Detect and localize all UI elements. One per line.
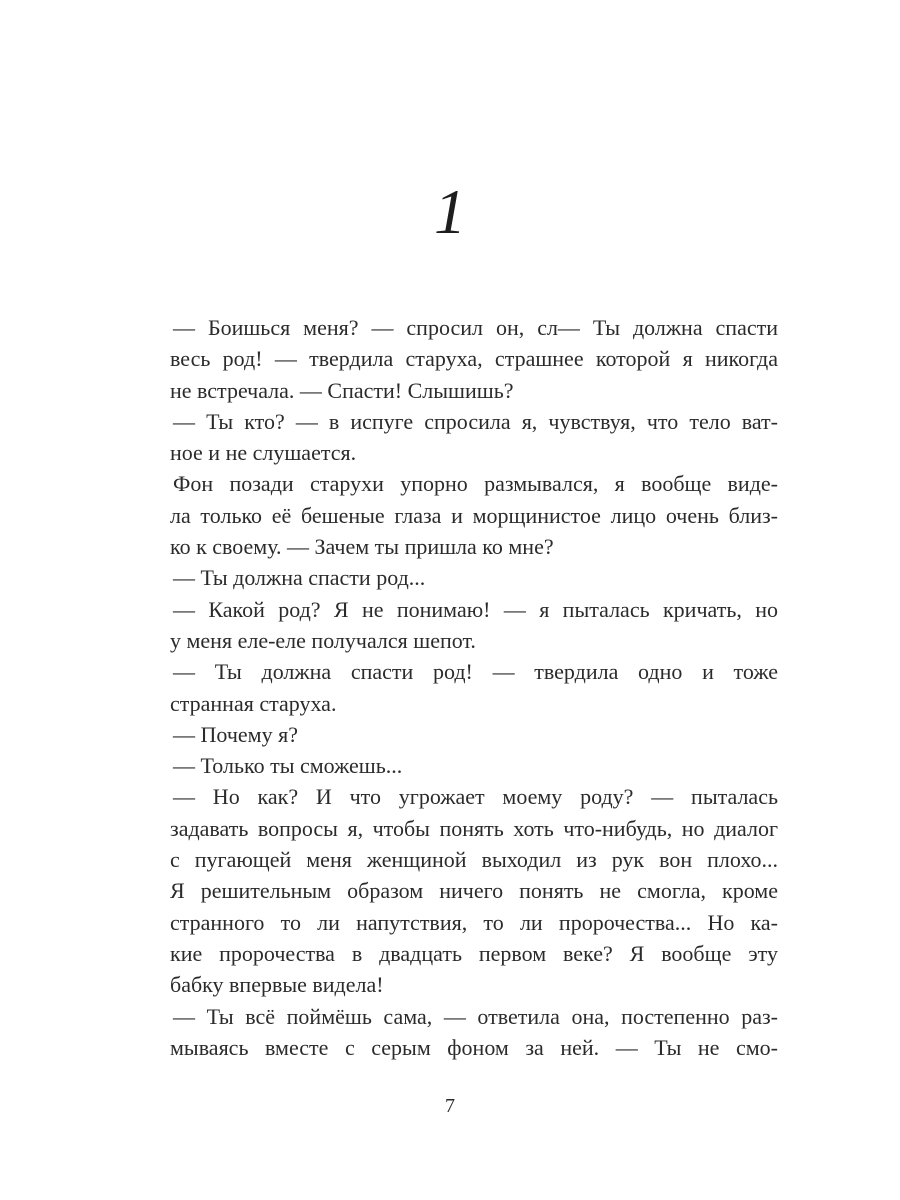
- text-line: — Почему я?: [173, 721, 298, 747]
- text-line: задавать вопросы я, чтобы понять хоть что-нибудь, но диалог: [170, 815, 778, 841]
- text-line: с пугающей меня женщиной выходил из рук вон плохо...: [170, 847, 778, 873]
- text-line: Фон позади старухи упорно размывался, я вообще виде-: [173, 471, 778, 497]
- text-line: у меня еле-еле получался шепот.: [170, 627, 476, 653]
- text-line: ко к своему. — Зачем ты пришла ко мне?: [170, 534, 554, 560]
- text-line: странная старуха.: [170, 690, 337, 716]
- text-line: бабку впервые видела!: [170, 972, 384, 998]
- text-line: — Какой род? Я не понимаю! — я пыталась кричать, но: [173, 596, 778, 622]
- text-line: — Ты кто? — в испуге спросила я, чувствуя, что тело ват-: [173, 408, 778, 434]
- text-line: кие пророчества в двадцать первом веке? Я вообще эту: [170, 940, 778, 966]
- text-line: — Но как? И что угрожает моему роду? — пыталась: [173, 784, 778, 810]
- text-line: ное и не слушается.: [170, 440, 357, 466]
- text-line: Я решительным образом ничего понять не смогла, кроме: [170, 878, 778, 904]
- text-line: странного то ли напутствия, то ли пророчества... Но ка-: [170, 909, 778, 935]
- text-line: — Только ты сможешь...: [173, 753, 403, 779]
- text-line: весь род! — твердила старуха, страшнее которой я никогда: [170, 346, 778, 372]
- body-text: [170, 312, 778, 1063]
- text-line: — Ты должна спасти род...: [173, 565, 426, 591]
- chapter-number: 1: [434, 176, 466, 247]
- text-line: не встречала. — Спасти! Слышишь?: [170, 377, 514, 403]
- page-number: 7: [445, 1095, 455, 1117]
- text-line: — Ты всё поймёшь сама, — ответила она, постепенно раз-: [173, 1003, 778, 1029]
- text-line: — Боишься меня? — спросил он, сл— Ты должна спасти: [173, 315, 778, 340]
- text-line: ла только её бешеные глаза и морщинистое лицо очень близ-: [170, 502, 778, 528]
- text-line: мываясь вместе с серым фоном за ней. — Ты не смо-: [170, 1034, 778, 1060]
- text-line: — Ты должна спасти род! — твердила одно и тоже: [173, 659, 778, 685]
